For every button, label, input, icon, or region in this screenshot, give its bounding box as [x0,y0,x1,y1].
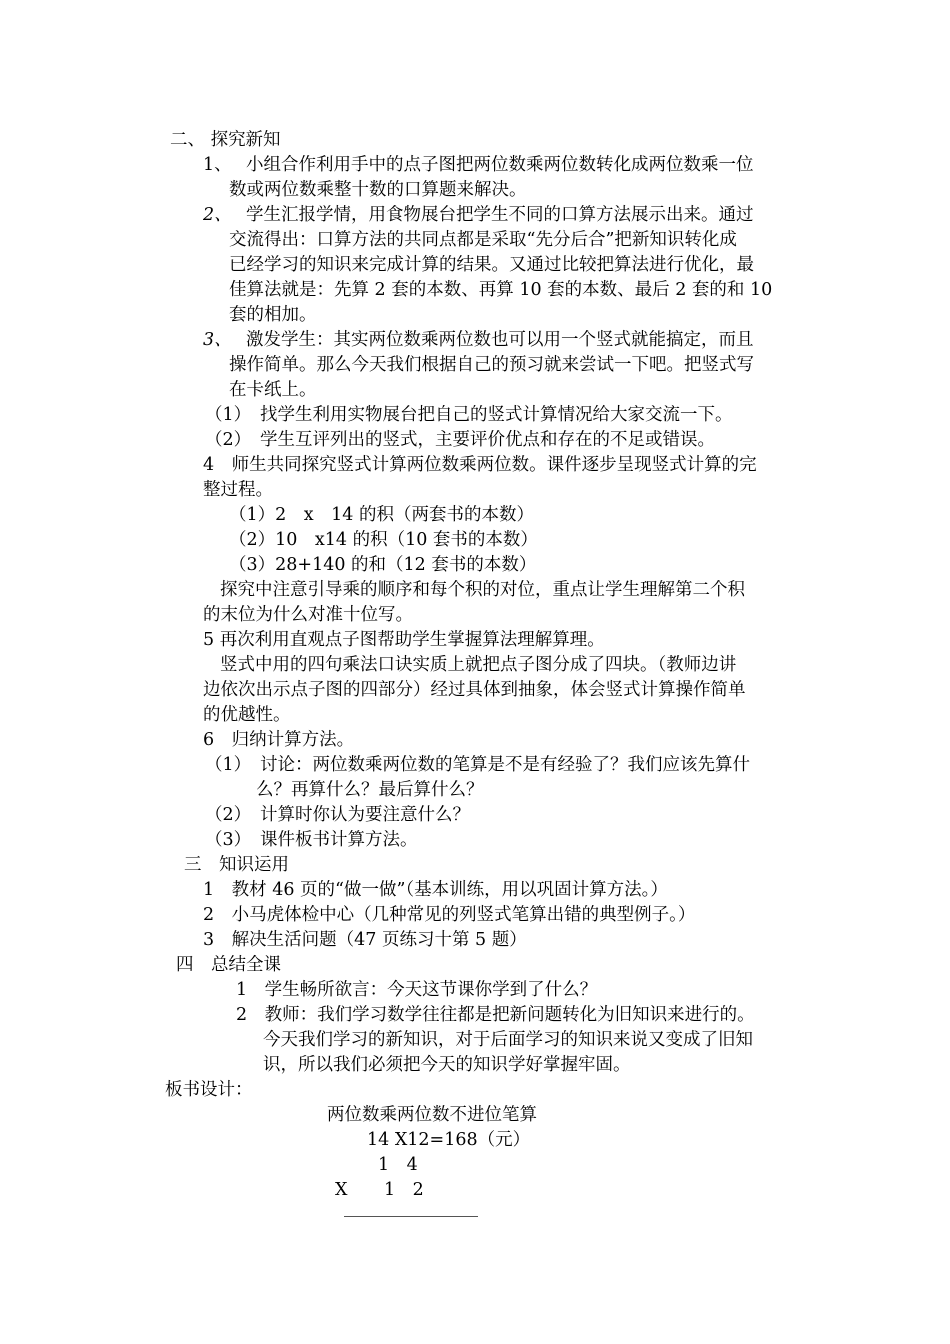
section-heading: 三 知识运用 [184,855,289,875]
item-number: 2、 [203,205,232,225]
sub-item-number: （2） [205,430,252,450]
board-design-label: 板书设计： [165,1080,253,1100]
step-line: （1）2 x 14 的积（两套书的本数） [229,505,534,525]
paragraph-line: 在卡纸上。 [229,380,317,400]
paragraph-line: 小组合作利用手中的点子图把两位数乘两位数转化成两位数乘一位 [246,155,754,175]
paragraph-line: 探究中注意引导乘的顺序和每个积的对位，重点让学生理解第二个积 [220,580,745,600]
section-heading: 二、 探究新知 [170,130,281,150]
item-number: 3、 [203,330,232,350]
board-title: 两位数乘两位数不进位笔算 [327,1105,537,1125]
vertical-calc-operator: X [335,1180,348,1200]
sub-item-number: （1） [205,405,252,425]
paragraph-line: 计算时你认为要注意什么？ [260,805,470,825]
list-item: 1 学生畅所欲言：今天这节课你学到了什么？ [236,980,598,1000]
list-item: 1 教材 46 页的“做一做”（基本训练，用以巩固计算方法。） [203,880,668,900]
paragraph-line: 的末位为什么对准十位写。 [203,605,413,625]
paragraph-line: 学生汇报学情，用食物展台把学生不同的口算方法展示出来。通过 [246,205,754,225]
paragraph-line: 么？再算什么？最后算什么？ [256,780,484,800]
paragraph-line: 识，所以我们必须把今天的知识学好掌握牢固。 [263,1055,631,1075]
list-item: 2 小马虎体检中心（几种常见的列竖式笔算出错的典型例子。） [203,905,696,925]
board-equation: 14 X12=168（元） [367,1130,531,1150]
list-item: 2 教师：我们学习数学往往都是把新问题转化为旧知识来进行的。 [236,1005,755,1025]
list-item: 3 解决生活问题（47 页练习十第 5 题） [203,930,527,950]
step-line: （2）10 x14 的积（10 套书的本数） [229,530,538,550]
vertical-calc-multiplier: 1 2 [384,1180,424,1200]
paragraph-line: 学生互评列出的竖式，主要评价优点和存在的不足或错误。 [260,430,715,450]
paragraph-line: 5 再次利用直观点子图帮助学生掌握算法理解算理。 [203,630,605,650]
paragraph-line: 的优越性。 [203,705,291,725]
paragraph-line: 找学生利用实物展台把自己的竖式计算情况给大家交流一下。 [260,405,733,425]
vertical-calc-multiplicand: 1 4 [378,1155,418,1175]
paragraph-line: 数或两位数乘整十数的口算题来解决。 [229,180,527,200]
paragraph-line: 操作简单。那么今天我们根据自己的预习就来尝试一下吧。把竖式写 [229,355,754,375]
paragraph-line: 竖式中用的四句乘法口诀实质上就把点子图分成了四块。（教师边讲 [220,655,737,675]
paragraph-line: 整过程。 [203,480,273,500]
sub-item-number: （2） [205,805,252,825]
paragraph-line: 讨论：两位数乘两位数的笔算是不是有经验了？我们应该先算什 [260,755,750,775]
vertical-calc-rule [344,1216,478,1217]
paragraph-line: 套的相加。 [229,305,317,325]
item-number: 1、 [203,155,232,175]
paragraph-line: 4 师生共同探究竖式计算两位数乘两位数。课件逐步呈现竖式计算的完 [203,455,757,475]
paragraph-line: 已经学习的知识来完成计算的结果。又通过比较把算法进行优化，最 [229,255,754,275]
paragraph-line: 6 归纳计算方法。 [203,730,355,750]
sub-item-number: （1） [205,755,252,775]
paragraph-line: 佳算法就是：先算 2 套的本数、再算 10 套的本数、最后 2 套的和 10 [229,280,773,300]
paragraph-line: 激发学生：其实两位数乘两位数也可以用一个竖式就能搞定，而且 [246,330,754,350]
paragraph-line: 交流得出：口算方法的共同点都是采取“先分后合”把新知识转化成 [229,230,737,250]
step-line: （3）28+140 的和（12 套书的本数） [229,555,537,575]
paragraph-line: 课件板书计算方法。 [260,830,418,850]
paragraph-line: 边依次出示点子图的四部分）经过具体到抽象，体会竖式计算操作简单 [203,680,746,700]
sub-item-number: （3） [205,830,252,850]
section-heading: 四 总结全课 [176,955,281,975]
paragraph-line: 今天我们学习的新知识，对于后面学习的知识来说又变成了旧知 [263,1030,753,1050]
